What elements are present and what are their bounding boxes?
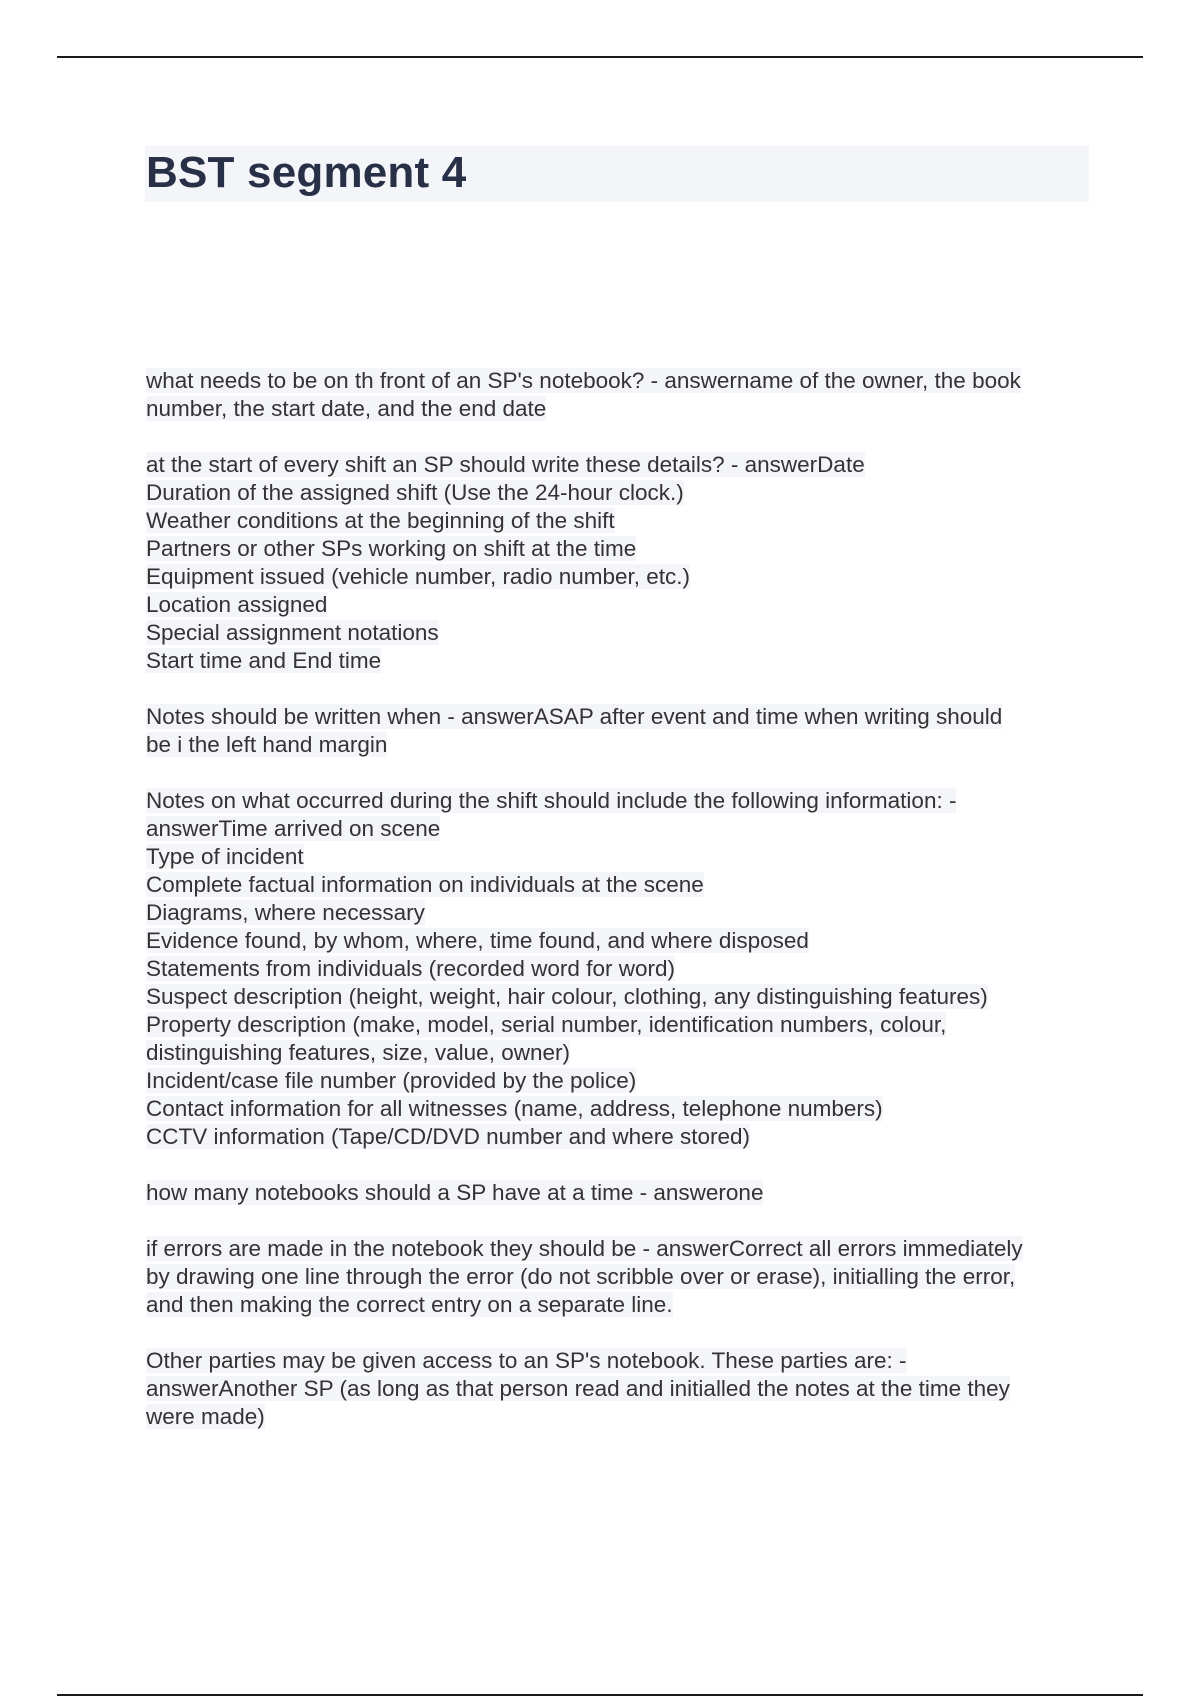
text-line: Incident/case file number (provided by the police) [146,1068,637,1093]
qa-entry-notes-when [146,703,1096,759]
document-body [146,367,1096,1459]
text-line: Equipment issued (vehicle number, radio number, etc.) [146,564,691,589]
text-line: Start time and End time [146,648,382,673]
text-line: Notes on what occurred during the shift should include the following information: - [146,788,957,813]
text-line: Diagrams, where necessary [146,900,425,925]
bottom-rule [57,1694,1143,1696]
text-line: answerTime arrived on scene [146,816,441,841]
qa-entry-shift-details [146,451,1096,675]
text-line: and then making the correct entry on a separate line. [146,1292,673,1317]
text-line: Partners or other SPs working on shift at the time [146,536,637,561]
document-title: BST segment 4 [146,148,467,197]
text-line: Property description (make, model, serial number, identification numbers, colour, [146,1012,947,1037]
text-line: distinguishing features, size, value, owner) [146,1040,570,1065]
text-line: what needs to be on th front of an SP's notebook? - answername of the owner, the book [146,368,1021,393]
text-line: Notes should be written when - answerASAP after event and time when writing should [146,704,1003,729]
text-line: answerAnother SP (as long as that person read and initialled the notes at the time they [146,1376,1010,1401]
qa-entry-errors [146,1235,1096,1319]
text-line: at the start of every shift an SP should write these details? - answerDate [146,452,865,477]
text-line: Location assigned [146,592,328,617]
text-line: Special assignment notations [146,620,439,645]
text-line: Complete factual information on individuals at the scene [146,872,704,897]
top-rule [57,56,1143,58]
text-line: by drawing one line through the error (do not scribble over or erase), initialling the error, [146,1264,1016,1289]
text-line: CCTV information (Tape/CD/DVD number and where stored) [146,1124,750,1149]
qa-entry-notebook-count [146,1179,1096,1207]
text-line: number, the start date, and the end date [146,396,547,421]
qa-entry-notebook-front [146,367,1096,423]
text-line: how many notebooks should a SP have at a time - answerone [146,1180,764,1205]
text-line: Contact information for all witnesses (name, address, telephone numbers) [146,1096,883,1121]
qa-entry-shift-notes [146,787,1096,1151]
text-line: Suspect description (height, weight, hair colour, clothing, any distinguishing features) [146,984,988,1009]
qa-entry-access [146,1347,1096,1431]
text-line: were made) [146,1404,265,1429]
text-line: Type of incident [146,844,304,869]
text-line: be i the left hand margin [146,732,388,757]
text-line: Other parties may be given access to an SP's notebook. These parties are: - [146,1348,907,1373]
text-line: Evidence found, by whom, where, time found, and where disposed [146,928,809,953]
text-line: if errors are made in the notebook they should be - answerCorrect all errors immediately [146,1236,1023,1261]
text-line: Duration of the assigned shift (Use the 24-hour clock.) [146,480,684,505]
text-line: Weather conditions at the beginning of the shift [146,508,615,533]
text-line: Statements from individuals (recorded word for word) [146,956,675,981]
